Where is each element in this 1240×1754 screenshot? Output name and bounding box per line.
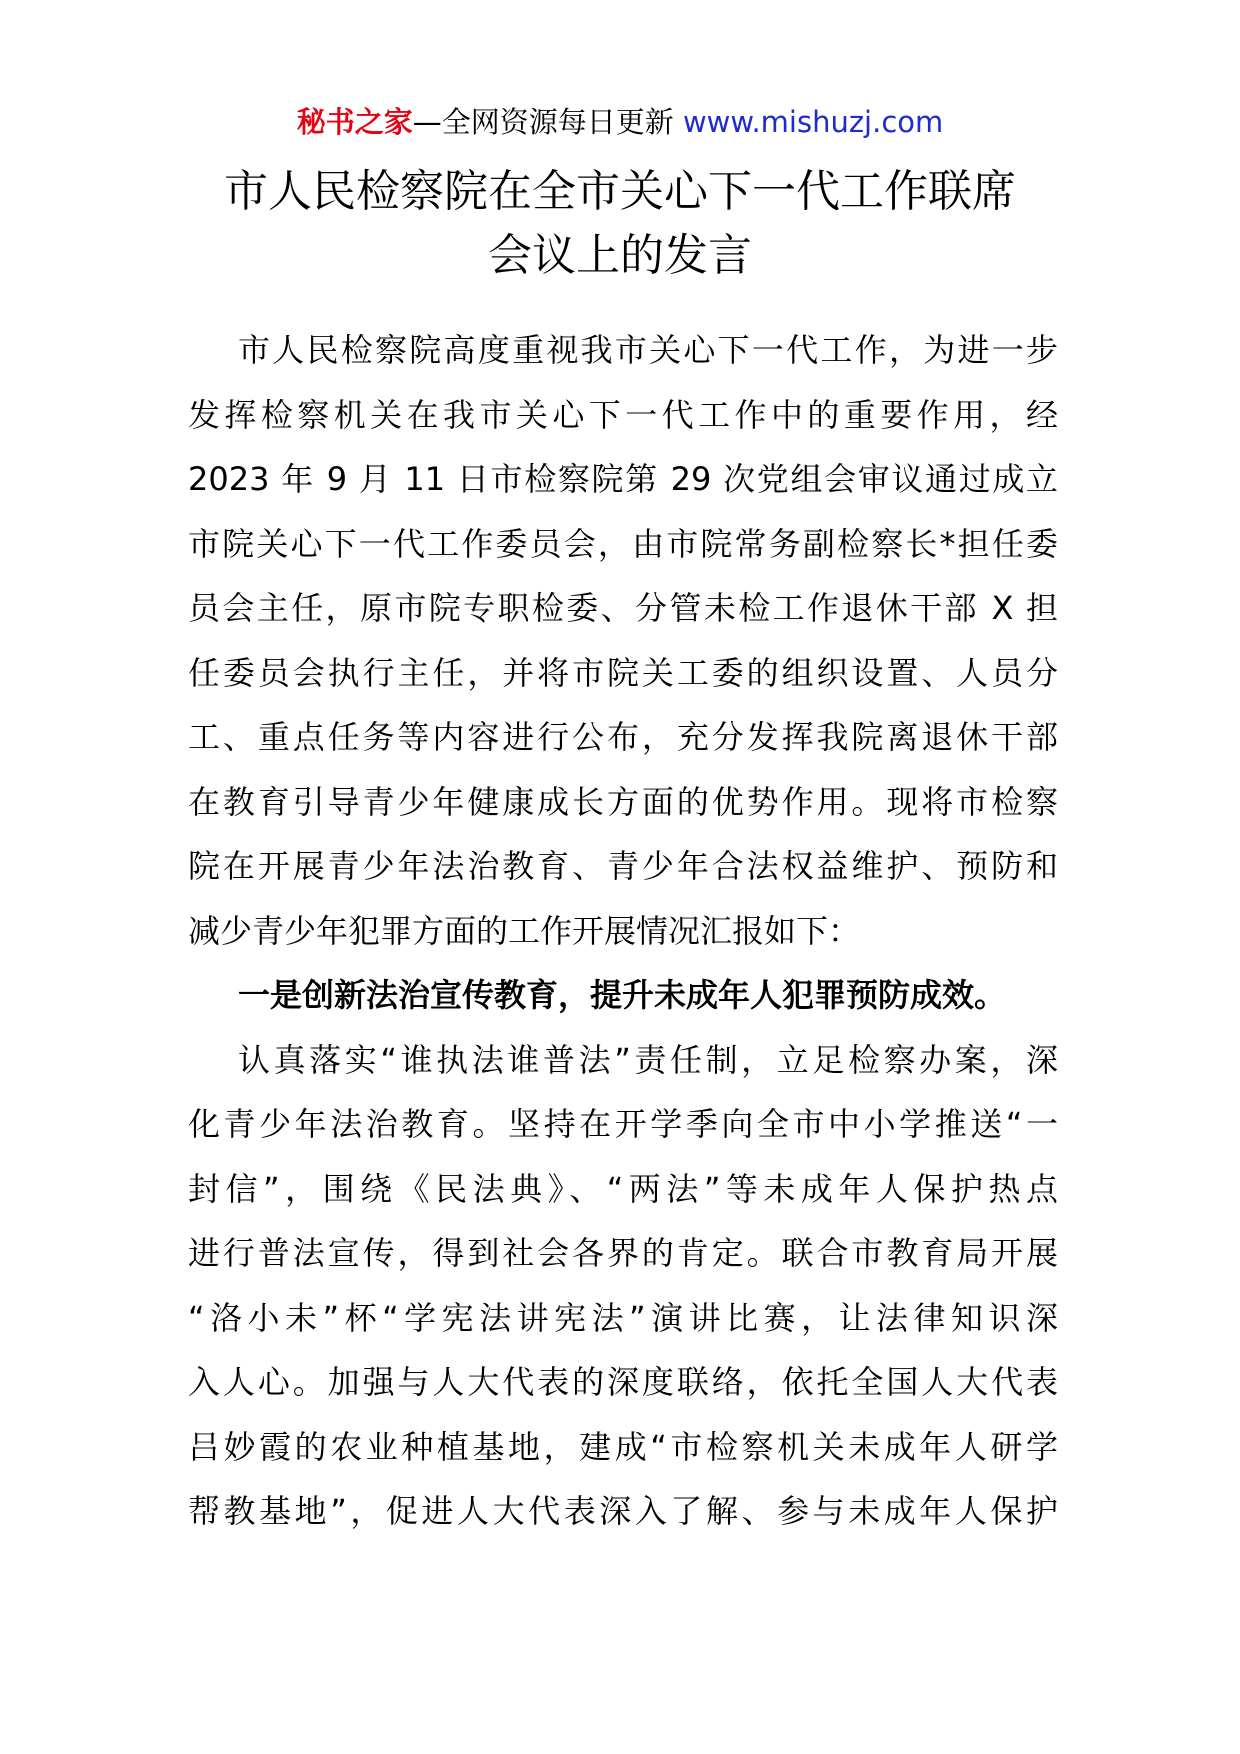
text-line: 工、重点任务等内容进行公布，充分发挥我院离退休干部	[188, 718, 1058, 756]
text-line: 进行普法宣传，得到社会各界的肯定。联合市教育局开展	[188, 1234, 1058, 1272]
site-brand: 秘书之家	[296, 105, 413, 139]
site-header	[0, 102, 1240, 142]
document-body	[188, 318, 1058, 1544]
text-line: 吕妙霞的农业种植基地，建成“市检察机关未成年人研学	[188, 1427, 1058, 1466]
text-line: 院在开展青少年法治教育、青少年合法权益维护、预防和	[188, 847, 1058, 885]
document-title	[120, 160, 1120, 288]
text-line: 任委员会执行主任，并将市院关工委的组织设置、人员分	[188, 653, 1058, 692]
paragraph-intro	[188, 318, 1058, 963]
text-line: 减少青少年犯罪方面的工作开展情况汇报如下：	[188, 911, 861, 950]
text-line: “洛小未”杯“学宪法讲宪法”演讲比赛，让法律知识深	[188, 1298, 1058, 1337]
text-line: 市人民检察院高度重视我市关心下一代工作，为进一步	[238, 331, 1058, 369]
document-title-line-2: 会议上的发言	[488, 230, 752, 281]
text-line: 2023 年 9 月 11 日市检察院第 29 次党组会审议通过成立	[188, 460, 1058, 498]
text-line: 帮教基地”，促进人大代表深入了解、参与未成年人保护	[188, 1492, 1058, 1530]
section-heading: 一是创新法治宣传教育，提升未成年人犯罪预防成效。	[238, 976, 1007, 1014]
text-line: 市院关心下一代工作委员会，由市院常务副检察长*担任委	[188, 524, 1058, 563]
site-tagline: —全网资源每日更新	[412, 105, 674, 139]
text-line: 入人心。加强与人大代表的深度联络，依托全国人大代表	[188, 1363, 1058, 1401]
text-line: 认真落实“谁执法谁普法”责任制，立足检察办案，深	[238, 1040, 1058, 1079]
text-line: 发挥检察机关在我市关心下一代工作中的重要作用，经	[188, 395, 1058, 434]
text-line: 员会主任，原市院专职检委、分管未检工作退休干部 X 担	[188, 589, 1058, 627]
text-line: 在教育引导青少年健康成长方面的优势作用。现将市检察	[188, 782, 1058, 821]
document-title-line-1: 市人民检察院在全市关心下一代工作联席	[224, 166, 1016, 217]
text-line: 化青少年法治教育。坚持在开学季向全市中小学推送“一	[188, 1105, 1058, 1143]
site-url[interactable]: www.mishuzj.com	[682, 105, 944, 139]
text-line: 封信”，围绕《民法典》、“两法”等未成年人保护热点	[188, 1169, 1058, 1208]
paragraph-section-1	[188, 1028, 1058, 1544]
